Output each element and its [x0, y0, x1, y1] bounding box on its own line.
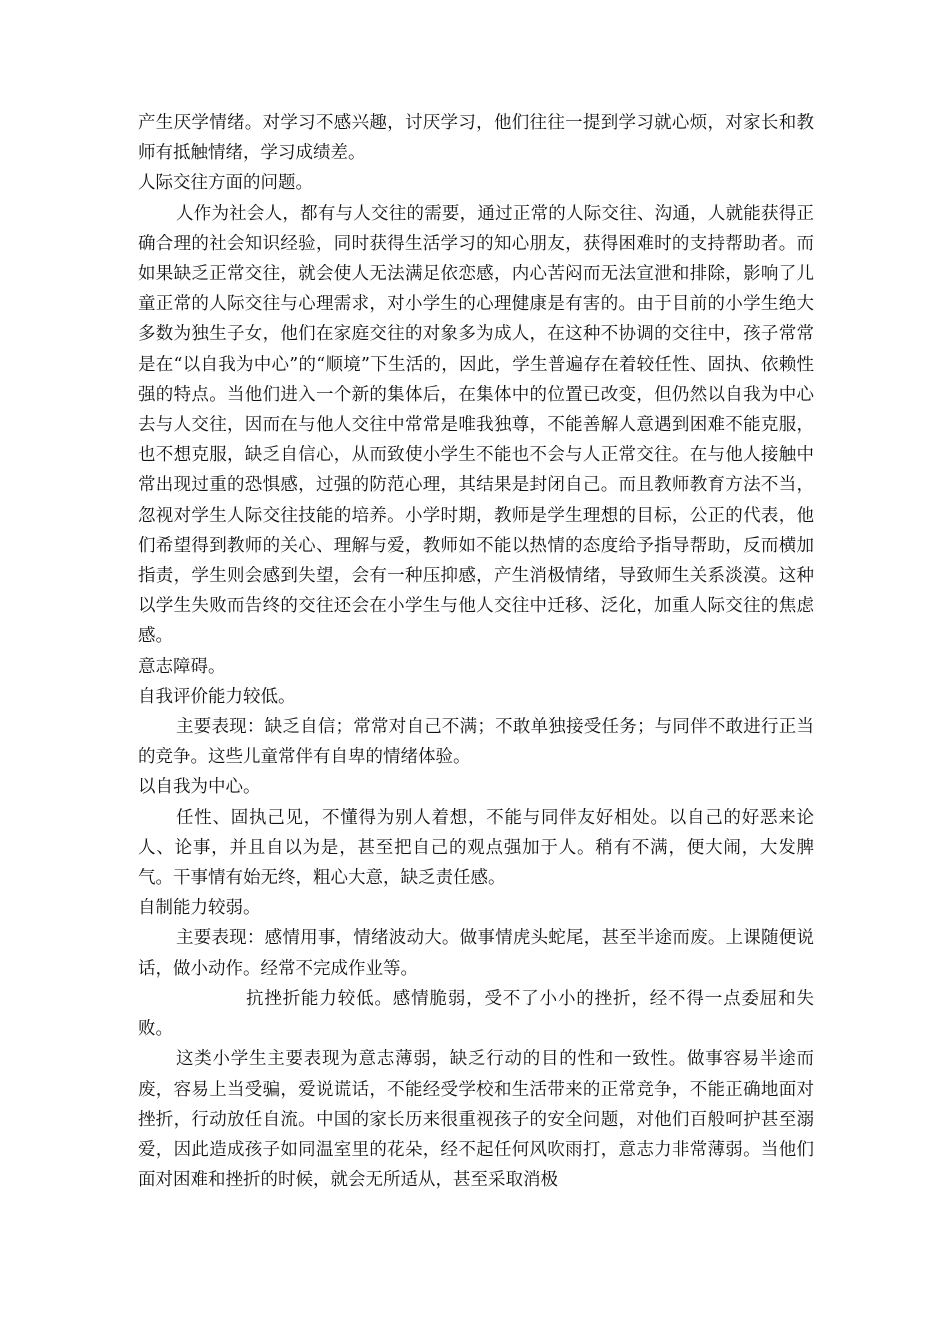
paragraph-interpersonal: 人作为社会人，都有与人交往的需要，通过正常的人际交往、沟通，人就能获得正确合理的社会知识经验，同时获得生活学习的知心朋友，获得困难时的支持帮助者。而如果缺乏正常交往，就会使人无法满足依恋感，内心苦闷而无法宣泄和排除，影响了儿童正常的人际交往与心理需求，对小学生的心理健康是有害的。由于目前的小学生绝大多数为独生子女，他们在家庭交往的对象多为成人，在这种不协调的交往中，孩子常常是在“以自我为中心”的“顺境”下生活的，因此，学生普遍存在着较任性、固执、依赖性强的特点。当他们进入一个新的集体后，在集体中的位置已改变，但仍然以自我为中心去与人交往，因而在与他人交往中常常是唯我独尊，不能善解人意遇到困难不能克服，也不想克服，缺乏自信心，从而致使小学生不能也不会与人正常交往。在与他人接触中常出现过重的恐惧感，过强的防范心理，其结果是封闭自己。而且教师教育方法不当，忽视对学生人际交往技能的培养。小学时期，教师是学生理想的目标，公正的代表，他们希望得到教师的关心、理解与爱，教师如不能以热情的态度给予指导帮助，反而横加指责，学生则会感到失望，会有一种压抑感，产生消极情绪，导致师生关系淡漠。这种以学生失败而告终的交往还会在小学生与他人交往中迁移、泛化，加重人际交往的焦虑感。 — [138, 203, 814, 647]
paragraph-self-evaluation: 主要表现：缺乏自信；常常对自己不满；不敢单独接受任务；与同伴不敢进行正当的竞争。这些儿童常伴有自卑的情绪体验。 — [138, 717, 814, 768]
heading-self-centered: 以自我为中心。 — [138, 777, 261, 798]
heading-interpersonal-problems: 人际交往方面的问题。 — [138, 173, 313, 194]
paragraph-frustration-tolerance: 抗挫折能力较低。感情脆弱，受不了小小的挫折，经不得一点委屈和失败。 — [138, 988, 814, 1040]
paragraph-self-control: 主要表现：感情用事，情绪波动大。做事情虎头蛇尾，甚至半途而废。上课随便说话，做小动作。经常不完成作业等。 — [138, 928, 814, 979]
document-page — [138, 108, 814, 1195]
heading-weak-self-control: 自制能力较弱。 — [138, 898, 261, 919]
heading-will-disorder: 意志障碍。 — [138, 656, 226, 677]
paragraph-study-aversion: 产生厌学情绪。对学习不感兴趣，讨厌学习，他们往往一提到学习就心烦，对家长和教师有抵触情绪，学习成绩差。 — [138, 113, 814, 164]
paragraph-weak-will: 这类小学生主要表现为意志薄弱，缺乏行动的目的性和一致性。做事容易半途而废，容易上当受骗，爱说谎话，不能经受学校和生活带来的正常竞争，不能正确地面对挫折，行动放任自流。中国的家长历来很重视孩子的安全问题，对他们百般呵护甚至溺爱，因此造成孩子如同温室里的花朵，经不起任何风吹雨打，意志力非常薄弱。当他们面对困难和挫折的时候，就会无所适从，甚至采取消极 — [138, 1049, 814, 1191]
heading-low-self-evaluation: 自我评价能力较低。 — [138, 686, 296, 707]
paragraph-self-centered: 任性、固执己见，不懂得为别人着想，不能与同伴友好相处。以自己的好恶来论人、论事，并且自以为是，甚至把自己的观点强加于人。稍有不满，便大闹，大发脾气。干事情有始无终，粗心大意，缺乏责任感。 — [138, 807, 814, 889]
